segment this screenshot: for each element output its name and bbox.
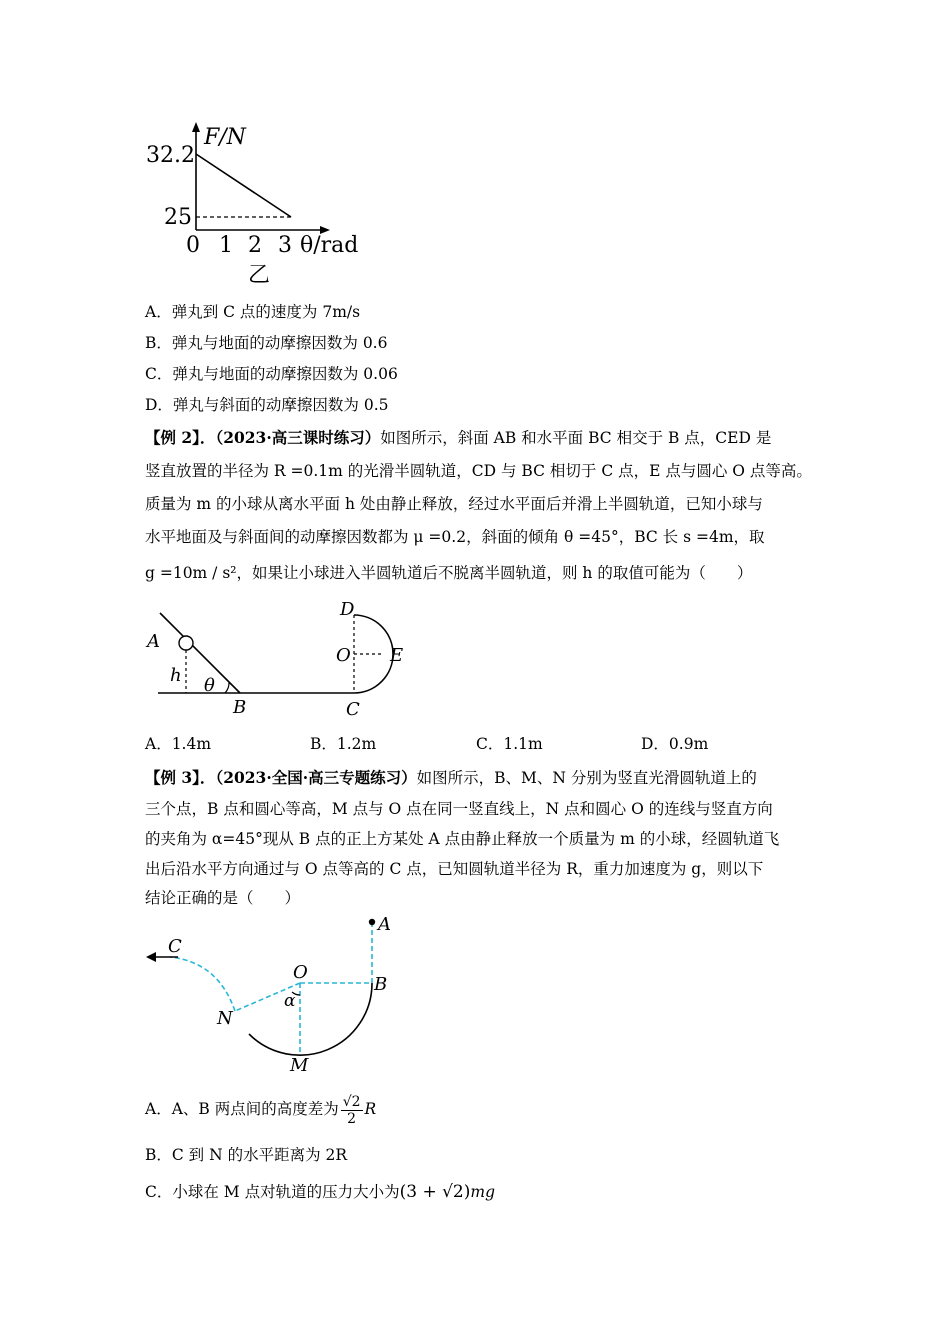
label-d: D xyxy=(340,599,355,620)
y-tick-25: 25 xyxy=(164,205,192,230)
fraction-denominator: 2 xyxy=(347,1110,357,1127)
label-c: C xyxy=(346,699,360,720)
graph-caption: 乙 xyxy=(248,263,271,288)
x-tick-3: 3 xyxy=(278,233,292,258)
label-theta: θ xyxy=(204,675,215,696)
ex3-source: （2023·全国·高三专题练习） xyxy=(215,768,417,787)
ex3-tag: 【例 3】． xyxy=(145,768,216,787)
ex3-option-a xyxy=(145,1092,376,1127)
ex2-line-2: 竖直放置的半径为 R =0.1m 的光滑半圆轨道，CD 与 BC 相切于 C 点，E 点与圆心 O 点等高。 xyxy=(145,462,812,480)
sqrt2-over-2-fraction xyxy=(341,1094,363,1127)
ex3-option-a-prefix: A．A、B 两点间的高度差为 xyxy=(145,1100,339,1118)
q1-option-a: A．弹丸到 C 点的速度为 7m/s xyxy=(145,303,361,321)
ex3-text-1: 如图所示，B、M、N 分别为竖直光滑圆轨道上的 xyxy=(416,769,757,787)
ex2-option-c: C．1.1m xyxy=(476,735,543,753)
incline-track-figure xyxy=(140,595,420,720)
ex2-option-a: A．1.4m xyxy=(145,735,212,753)
ex3-option-c-prefix: C．小球在 M 点对轨道的压力大小为 xyxy=(145,1183,400,1201)
fraction-numerator: √2 xyxy=(342,1093,361,1110)
ball xyxy=(179,636,193,650)
label-h: h xyxy=(170,665,182,686)
ex3-option-c-expr: (3 + √2) xyxy=(399,1182,471,1202)
ex2-line-4: 水平地面及与斜面间的动摩擦因数都为 μ =0.2，斜面的倾角 θ =45°，BC 长 s =4m，取 xyxy=(145,528,765,546)
y-axis-label: F/N xyxy=(204,125,246,150)
y-axis-arrow xyxy=(192,122,200,132)
lower-semicircle-track xyxy=(249,983,372,1055)
ex3-line-1 xyxy=(145,768,757,788)
projectile-path-dashed xyxy=(170,957,235,1011)
x-axis-label: θ/rad xyxy=(300,233,359,258)
ex3-option-c xyxy=(145,1182,495,1202)
point-a-dot xyxy=(369,919,375,925)
label-b: B xyxy=(233,697,247,718)
label-e: E xyxy=(390,645,404,666)
label-alpha: α xyxy=(284,991,296,1011)
x-tick-2: 2 xyxy=(248,233,262,258)
x-tick-1: 1 xyxy=(219,233,233,258)
label-a: A xyxy=(378,914,391,935)
ex3-option-c-suffix: mg xyxy=(470,1183,495,1201)
ex2-source: （2023·高三课时练习） xyxy=(215,428,381,447)
force-angle-graph xyxy=(140,120,370,290)
ex2-tag: 【例 2】． xyxy=(145,428,216,447)
circular-track-figure xyxy=(140,910,410,1080)
ex2-option-d: D．0.9m xyxy=(641,735,709,753)
y-tick-32-2: 32.2 xyxy=(146,143,195,168)
ex3-option-a-suffix: R xyxy=(364,1100,377,1118)
label-o: O xyxy=(336,645,351,666)
q1-option-b: B．弹丸与地面的动摩擦因数为 0.6 xyxy=(145,334,388,352)
label-a: A xyxy=(147,631,160,652)
x-tick-0: 0 xyxy=(186,233,200,258)
ex3-line-4: 出后沿水平方向通过与 O 点等高的 C 点，已知圆轨道半径为 R，重力加速度为 g，则以下 xyxy=(145,860,764,878)
label-c: C xyxy=(168,936,182,957)
label-b: B xyxy=(374,974,388,995)
label-m: M xyxy=(290,1055,309,1076)
ex3-line-3: 的夹角为 α=45°现从 B 点的正上方某处 A 点由静止释放一个质量为 m 的小球，经圆轨道飞 xyxy=(145,830,780,848)
ex2-line-1 xyxy=(145,428,771,448)
velocity-arrow-head xyxy=(146,952,156,962)
ex3-line-5: 结论正确的是（ ） xyxy=(145,889,301,907)
ex2-text-1: 如图所示，斜面 AB 和水平面 BC 相交于 B 点，CED 是 xyxy=(380,429,772,447)
label-n: N xyxy=(217,1008,233,1029)
ex2-option-b: B．1.2m xyxy=(310,735,377,753)
label-o: O xyxy=(293,962,308,983)
q1-option-d: D．弹丸与斜面的动摩擦因数为 0.5 xyxy=(145,396,389,414)
ex3-line-2: 三个点，B 点和圆心等高，M 点与 O 点在同一竖直线上，N 点和圆心 O 的连线与竖直方向 xyxy=(145,800,773,818)
ex2-line-3: 质量为 m 的小球从离水平面 h 处由静止释放，经过水平面后并滑上半圆轨道，已知小球与 xyxy=(145,495,763,513)
ex3-option-b: B．C 到 N 的水平距离为 2R xyxy=(145,1146,348,1164)
angle-arc xyxy=(225,682,229,693)
ex2-line-5: g =10m / s²，如果让小球进入半圆轨道后不脱离半圆轨道，则 h 的取值可能为（ ） xyxy=(145,564,753,582)
force-line xyxy=(196,154,291,217)
q1-option-c: C．弹丸与地面的动摩擦因数为 0.06 xyxy=(145,365,398,383)
